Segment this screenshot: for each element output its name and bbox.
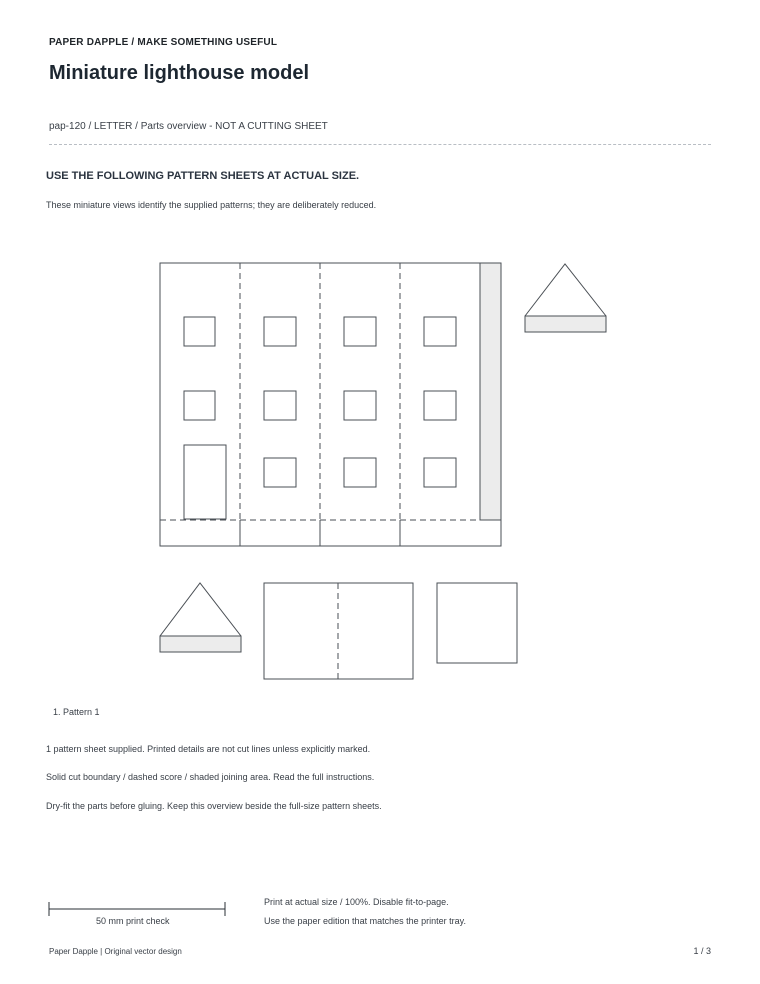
print-instruction: Print at actual size / 100%. Disable fit-to-page.: [264, 897, 449, 907]
footer-credit: Paper Dapple | Original vector design: [49, 947, 182, 956]
scale-bar: [49, 902, 225, 916]
paper-instruction: Use the paper edition that matches the printer tray.: [264, 916, 466, 926]
figure-caption: 1. Pattern 1: [53, 707, 100, 717]
window: [264, 391, 296, 420]
brand-breadcrumb: PAPER DAPPLE / MAKE SOMETHING USEFUL: [49, 37, 278, 48]
page-number: 1 / 3: [693, 946, 711, 956]
note-dry-fit: Dry-fit the parts before gluing. Keep this overview beside the full-size pattern sheets.: [46, 801, 382, 811]
window: [184, 317, 215, 346]
window: [424, 317, 456, 346]
scale-bar-label: 50 mm print check: [96, 916, 170, 926]
side-glue-tab: [480, 263, 501, 520]
window: [424, 391, 456, 420]
window: [344, 391, 376, 420]
document-meta: pap-120 / LETTER / Parts overview - NOT A CUTTING SHEET: [49, 121, 328, 132]
gable-triangle: [160, 583, 241, 636]
window: [344, 317, 376, 346]
section-intro: These miniature views identify the supplied patterns; they are deliberately reduced.: [46, 200, 377, 210]
window: [344, 458, 376, 487]
note-legend: Solid cut boundary / dashed score / shaded joining area. Read the full instructions.: [46, 772, 375, 782]
gable-glue-tab: [525, 316, 606, 332]
gable-triangle: [525, 264, 606, 316]
window: [424, 458, 456, 487]
page-title: Miniature lighthouse model: [49, 62, 310, 84]
door: [184, 445, 226, 519]
note-sheets: 1 pattern sheet supplied. Printed details are not cut lines unless explicitly marked.: [46, 744, 371, 754]
main-wall-panel: [160, 263, 501, 546]
window: [264, 458, 296, 487]
section-heading: USE THE FOLLOWING PATTERN SHEETS AT ACTUAL SIZE.: [46, 170, 360, 182]
base-square: [437, 583, 517, 663]
gable-glue-tab: [160, 636, 241, 652]
window: [184, 391, 215, 420]
window: [264, 317, 296, 346]
